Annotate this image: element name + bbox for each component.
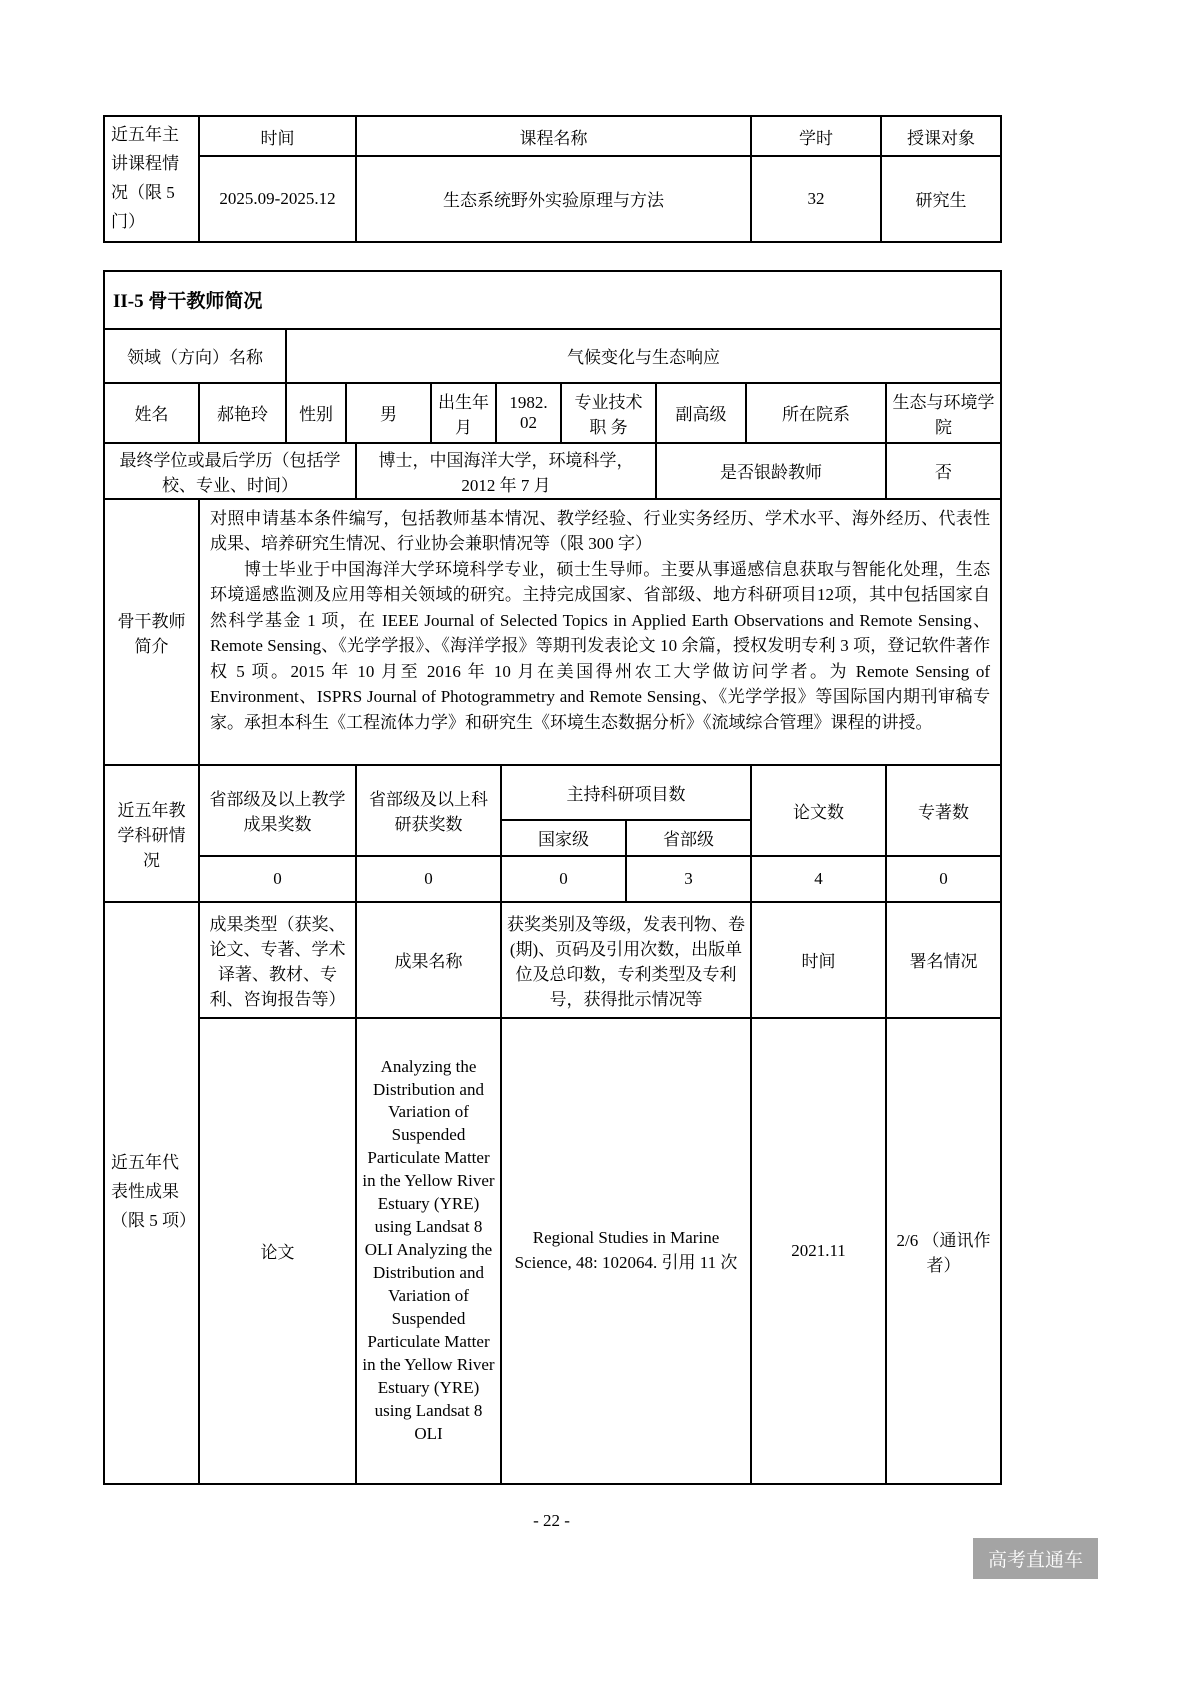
page-number: - 22 -: [533, 1510, 570, 1530]
courses-header-audience: 授课对象: [881, 116, 1001, 156]
courses-header-time: 时间: [199, 116, 356, 156]
bio-content: [199, 499, 1001, 765]
bio-label: 骨干教师简介: [104, 499, 199, 765]
stats-value-books: 0: [886, 856, 1001, 902]
silver-teacher-label: 是否银龄教师: [656, 443, 886, 499]
achievement-name: Analyzing the Distribution and Variation of Suspended Particulate Matter in the Yellow River Estuary (YRE) using Landsat 8 OLI Analyzing the Distribution and Variation of Suspended Particulate Matter in the Yellow River Estuary (YRE) using Landsat 8 OLI: [356, 1018, 501, 1484]
course-name: 生态系统野外实验原理与方法: [356, 156, 751, 241]
achievements-header-time: 时间: [751, 902, 886, 1018]
bio-paragraph-profile: 博士毕业于中国海洋大学环境科学专业，硕士生导师。主要从事遥感信息获取与智能化处理，生态环境遥感监测及应用等相关领域的研究。主持完成国家、省部级、地方科研项目12项，其中包括国家自然科学基金 1 项，在 IEEE Journal of Selected Topics in Applied Earth Observations and Remote Sensing、Remote Sensing、《光学学报》、《海洋学报》等期刊发表论文 10 余篇，授权发明专利 3 项，登记软件著作权 5 项。2015 年 10 月至 2016 年 10 月在美国得州农工大学做访问学者。为 Remote Sensing of Environment、ISPRS Journal of Photogrammetry and Remote Sensing、《光学学报》等国际国内期刊审稿专家。承担本科生《工程流体力学》和研究生《环境生态数据分析》《流域综合管理》课程的讲授。: [210, 559, 991, 732]
table-gap: [103, 243, 1000, 270]
stats-header-research-awards: 省部级及以上科研获奖数: [356, 765, 501, 856]
achievement-type: 论文: [199, 1018, 356, 1484]
bio-paragraph-requirements: 对照申请基本条件编写，包括教师基本情况、教学经验、行业实务经历、学术水平、海外经历、代表性成果、培养研究生情况、行业协会兼职情况等（限 300 字）: [210, 508, 991, 554]
achievement-detail: Regional Studies in Marine Science, 48: 102064. 引用 11 次: [501, 1018, 751, 1484]
dept-value: 生态与环境学院: [886, 383, 1001, 443]
watermark-badge: 高考直通车: [973, 1538, 1098, 1579]
silver-teacher-value: 否: [886, 443, 1001, 499]
section-title: II-5 骨干教师简况: [104, 271, 1001, 329]
dept-label: 所在院系: [746, 383, 886, 443]
degree-label: 最终学位或最后学历（包括学校、专业、时间）: [104, 443, 356, 499]
stats-header-row-1: [104, 765, 1001, 820]
degree-value: 博士，中国海洋大学，环境科学，2012 年 7 月: [356, 443, 656, 499]
stats-section-label: 近五年教学科研情况: [104, 765, 199, 902]
page-content: [103, 115, 1000, 1531]
courses-header-hours: 学时: [751, 116, 881, 156]
achievements-section-label: 近五年代表性成果（限 5 项）: [104, 902, 199, 1484]
teacher-profile-table: [103, 270, 1002, 1485]
stats-value-research-awards: 0: [356, 856, 501, 902]
bio-row: [104, 499, 1001, 765]
stats-header-projects: 主持科研项目数: [501, 765, 751, 820]
prof-title-label: 专业技术职 务: [561, 383, 656, 443]
stats-value-papers: 4: [751, 856, 886, 902]
course-time: 2025.09-2025.12: [199, 156, 356, 241]
courses-table: [103, 115, 1002, 243]
name-value: 郝艳玲: [199, 383, 286, 443]
course-hours: 32: [751, 156, 881, 241]
birth-value: 1982. 02: [496, 383, 561, 443]
achievements-header-sign: 署名情况: [886, 902, 1001, 1018]
course-audience: 研究生: [881, 156, 1001, 241]
table-row: [104, 156, 1001, 241]
achievements-header-row: [104, 902, 1001, 1018]
field-label: 领域（方向）名称: [104, 329, 286, 383]
stats-header-national: 国家级: [501, 820, 626, 856]
achievements-header-detail: 获奖类别及等级，发表刊物、卷(期)、页码及引用次数，出版单位及总印数，专利类型及专利号，获得批示情况等: [501, 902, 751, 1018]
achievement-time: 2021.11: [751, 1018, 886, 1484]
name-label: 姓名: [104, 383, 199, 443]
stats-header-teaching-awards: 省部级及以上教学成果奖数: [199, 765, 356, 856]
degree-row: [104, 443, 1001, 499]
achievement-row: [104, 1018, 1001, 1484]
basic-info-row: [104, 383, 1001, 443]
stats-header-books: 专著数: [886, 765, 1001, 856]
gender-label: 性别: [286, 383, 346, 443]
stats-values-row: [104, 856, 1001, 902]
stats-header-papers: 论文数: [751, 765, 886, 856]
stats-value-teaching-awards: 0: [199, 856, 356, 902]
achievement-sign: 2/6 （通讯作者）: [886, 1018, 1001, 1484]
courses-row-label: 近五年主讲课程情况（限 5 门）: [104, 116, 199, 242]
achievements-header-type: 成果类型（获奖、论文、专著、学术译著、教材、专利、咨询报告等）: [199, 902, 356, 1018]
stats-header-provincial: 省部级: [626, 820, 751, 856]
gender-value: 男: [346, 383, 431, 443]
stats-value-provincial: 3: [626, 856, 751, 902]
field-value: 气候变化与生态响应: [286, 329, 1001, 383]
stats-value-national: 0: [501, 856, 626, 902]
courses-header-name: 课程名称: [356, 116, 751, 156]
achievements-header-name: 成果名称: [356, 902, 501, 1018]
birth-label: 出生年月: [431, 383, 496, 443]
prof-title-value: 副高级: [656, 383, 746, 443]
